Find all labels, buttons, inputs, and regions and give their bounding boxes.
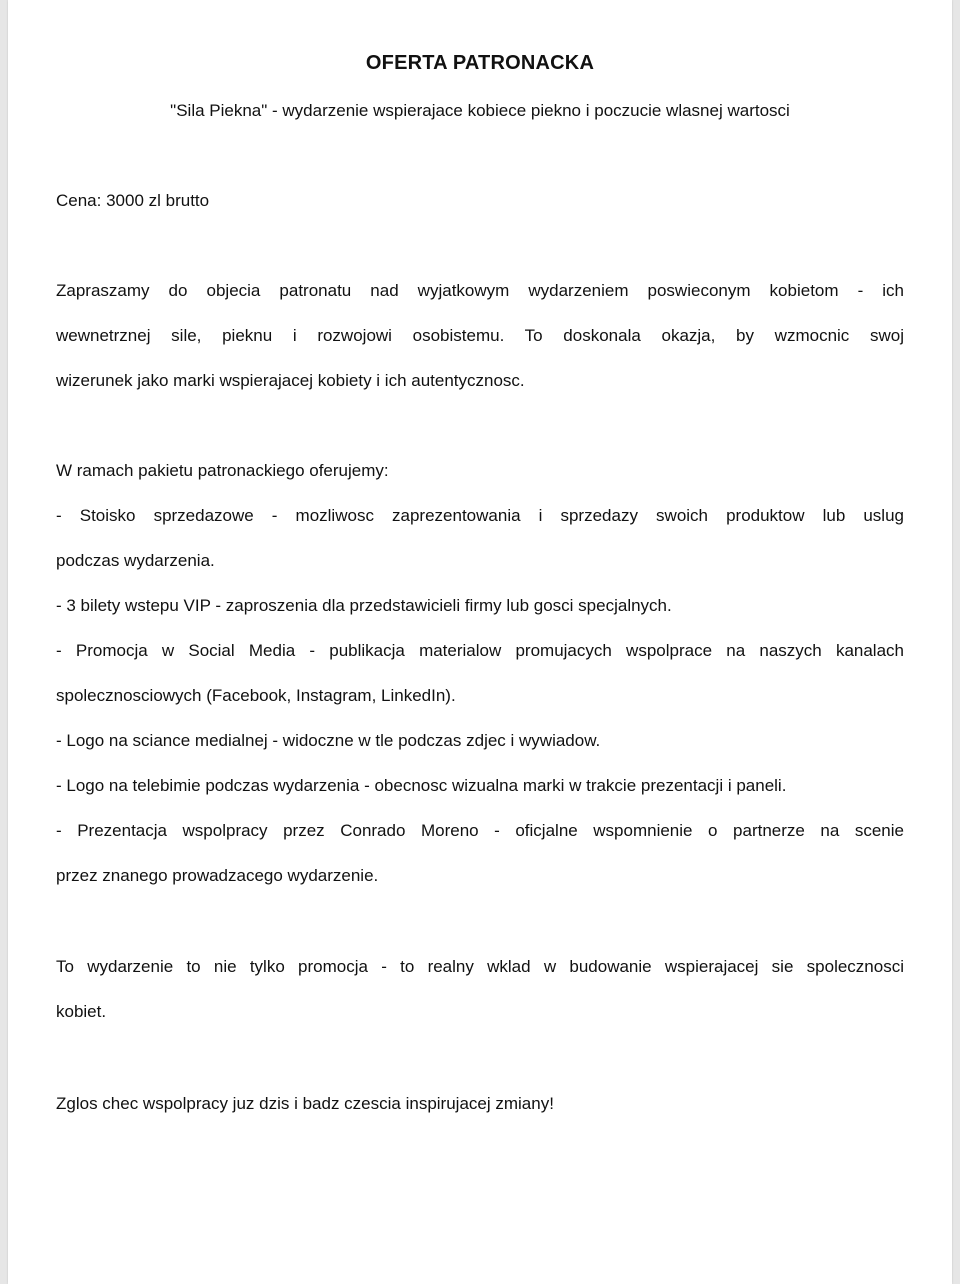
benefit-line: - Prezentacja wspolpracy przez Conrado Moreno - oficjalne wspomnienie o partnerze na scenie: [56, 821, 904, 840]
benefit-line: - Promocja w Social Media - publikacja materialow promujacych wspolprace na naszych kanalach: [56, 641, 904, 660]
closing-line: To wydarzenie to nie tylko promocja - to realny wklad w budowanie wspierajacej sie spolecznosci: [56, 957, 904, 976]
package-heading: W ramach pakietu patronackiego oferujemy:: [56, 461, 389, 480]
cta-text: Zglos chec wspolpracy juz dzis i badz czescia inspirujacej zmiany!: [56, 1094, 554, 1113]
benefit-line: podczas wydarzenia.: [56, 551, 215, 570]
document-subtitle: "Sila Piekna" - wydarzenie wspierajace kobiece piekno i poczucie wlasnej wartosci: [170, 101, 790, 120]
benefit-line: - Stoisko sprzedazowe - mozliwosc zaprezentowania i sprzedazy swoich produktow lub uslug: [56, 506, 904, 525]
intro-line: wewnetrznej sile, pieknu i rozwojowi osobistemu. To doskonala okazja, by wzmocnic swoj: [56, 326, 904, 345]
package-section: [56, 460, 904, 910]
document-title: OFERTA PATRONACKA: [365, 52, 595, 74]
benefit-line: - Logo na telebimie podczas wydarzenia - obecnosc wizualna marki w trakcie prezentacji i paneli.: [56, 776, 787, 795]
closing-paragraph: [56, 956, 904, 1046]
benefit-line: spolecznosciowych (Facebook, Instagram, LinkedIn).: [56, 686, 456, 705]
call-to-action: [56, 1093, 904, 1138]
document-page: [8, 0, 952, 1284]
benefit-line: - 3 bilety wstepu VIP - zaproszenia dla przedstawicieli firmy lub gosci specjalnych.: [56, 596, 672, 615]
closing-line: kobiet.: [56, 1002, 107, 1021]
intro-paragraph: [56, 280, 904, 415]
price-line: [56, 190, 904, 235]
price-text: Cena: 3000 zl brutto: [56, 191, 210, 210]
intro-line: Zapraszamy do objecia patronatu nad wyjatkowym wydarzeniem poswieconym kobietom - ich: [56, 281, 904, 300]
benefit-line: - Logo na sciance medialnej - widoczne w tle podczas zdjec i wywiadow.: [56, 731, 601, 750]
intro-line: wizerunek jako marki wspierajacej kobiety i ich autentycznosc.: [56, 371, 525, 390]
benefit-line: przez znanego prowadzacego wydarzenie.: [56, 866, 379, 885]
